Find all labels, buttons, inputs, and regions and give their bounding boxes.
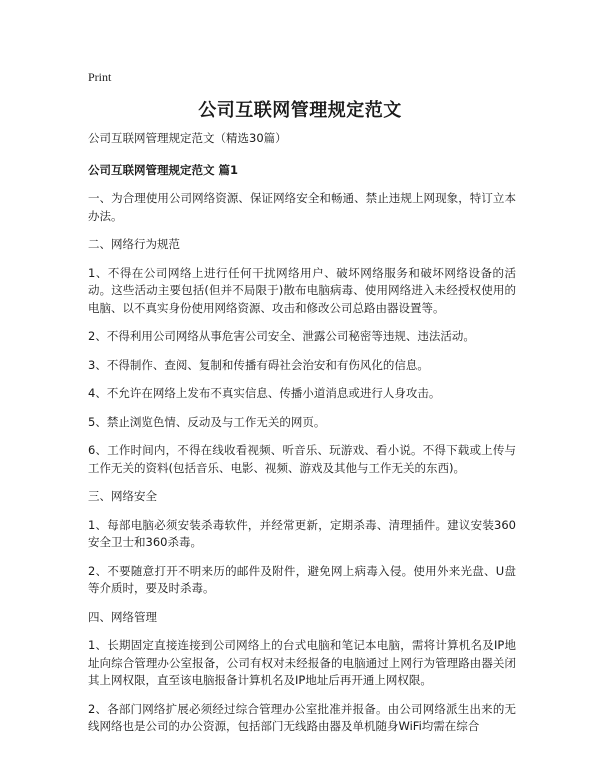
heading-network-management: 四、网络管理 (88, 609, 157, 624)
paragraph-purpose: 一、为合理使用公司网络资源、保证网络安全和畅通、禁止违规上网现象，特订立本办法。 (88, 191, 516, 223)
paragraph-management-2: 2、各部门网络扩展必须经过综合管理办公室批准并报备。由公司网络派生出来的无线网络也是公司的办公资源，包括部门无线路由器及单机随身WiFi均需在综合 (88, 701, 516, 733)
paragraph-behavior-3: 3、不得制作、查阅、复制和传播有碍社会治安和有伤风化的信息。 (88, 357, 429, 372)
paragraph-behavior-6: 6、工作时间内，不得在线收看视频、听音乐、玩游戏、看小说。不得下载或上传与工作无关的资料(包括音乐、电影、视频、游戏及其他与工作无关的东西)。 (88, 443, 516, 475)
heading-network-behavior: 二、网络行为规范 (88, 237, 180, 251)
paragraph-behavior-4: 4、不允许在网络上发布不真实信息、传播小道消息或进行人身攻击。 (88, 386, 441, 400)
heading-network-security: 三、网络安全 (88, 489, 157, 503)
document-subtitle: 公司互联网管理规定范文（精选30篇） (88, 131, 287, 145)
section-heading: 公司互联网管理规定范文 篇1 (88, 162, 239, 177)
paragraph-management-1: 1、长期固定直接连接到公司网络上的台式电脑和笔记本电脑，需将计算机名及IP地址向综合管理办公室报备，公司有权对未经报备的电脑通过上网行为管理路由器关闭其上网权限，直至该电脑报备计算机名及IP地址后再开通上网权限。 (88, 638, 516, 687)
paragraph-security-2: 2、不要随意打开不明来历的邮件及附件，避免网上病毒入侵。使用外来光盘、U盘等介质时，要及时杀毒。 (88, 563, 516, 595)
paragraph-behavior-2: 2、不得利用公司网络从事危害公司安全、泄露公司秘密等违规、违法活动。 (88, 329, 475, 343)
paragraph-behavior-1: 1、不得在公司网络上进行任何干扰网络用户、破坏网络服务和破坏网络设备的活动。这些活动主要包括(但并不局限于)散布电脑病毒、使用网络进入未经授权使用的电脑、以不真实身份使用网络资源、攻击和修改公司总路由器设置等。 (88, 265, 516, 315)
page-title: 公司互联网管理规定范文 (198, 100, 402, 121)
paragraph-security-1: 1、每部电脑必须安装杀毒软件，并经常更新，定期杀毒、清理插件。建议安装360安全卫士和360杀毒。 (88, 517, 516, 549)
document-body (88, 130, 516, 747)
paragraph-behavior-5: 5、禁止浏览色情、反动及与工作无关的网页。 (88, 414, 326, 429)
print-link[interactable]: Print (88, 70, 112, 84)
